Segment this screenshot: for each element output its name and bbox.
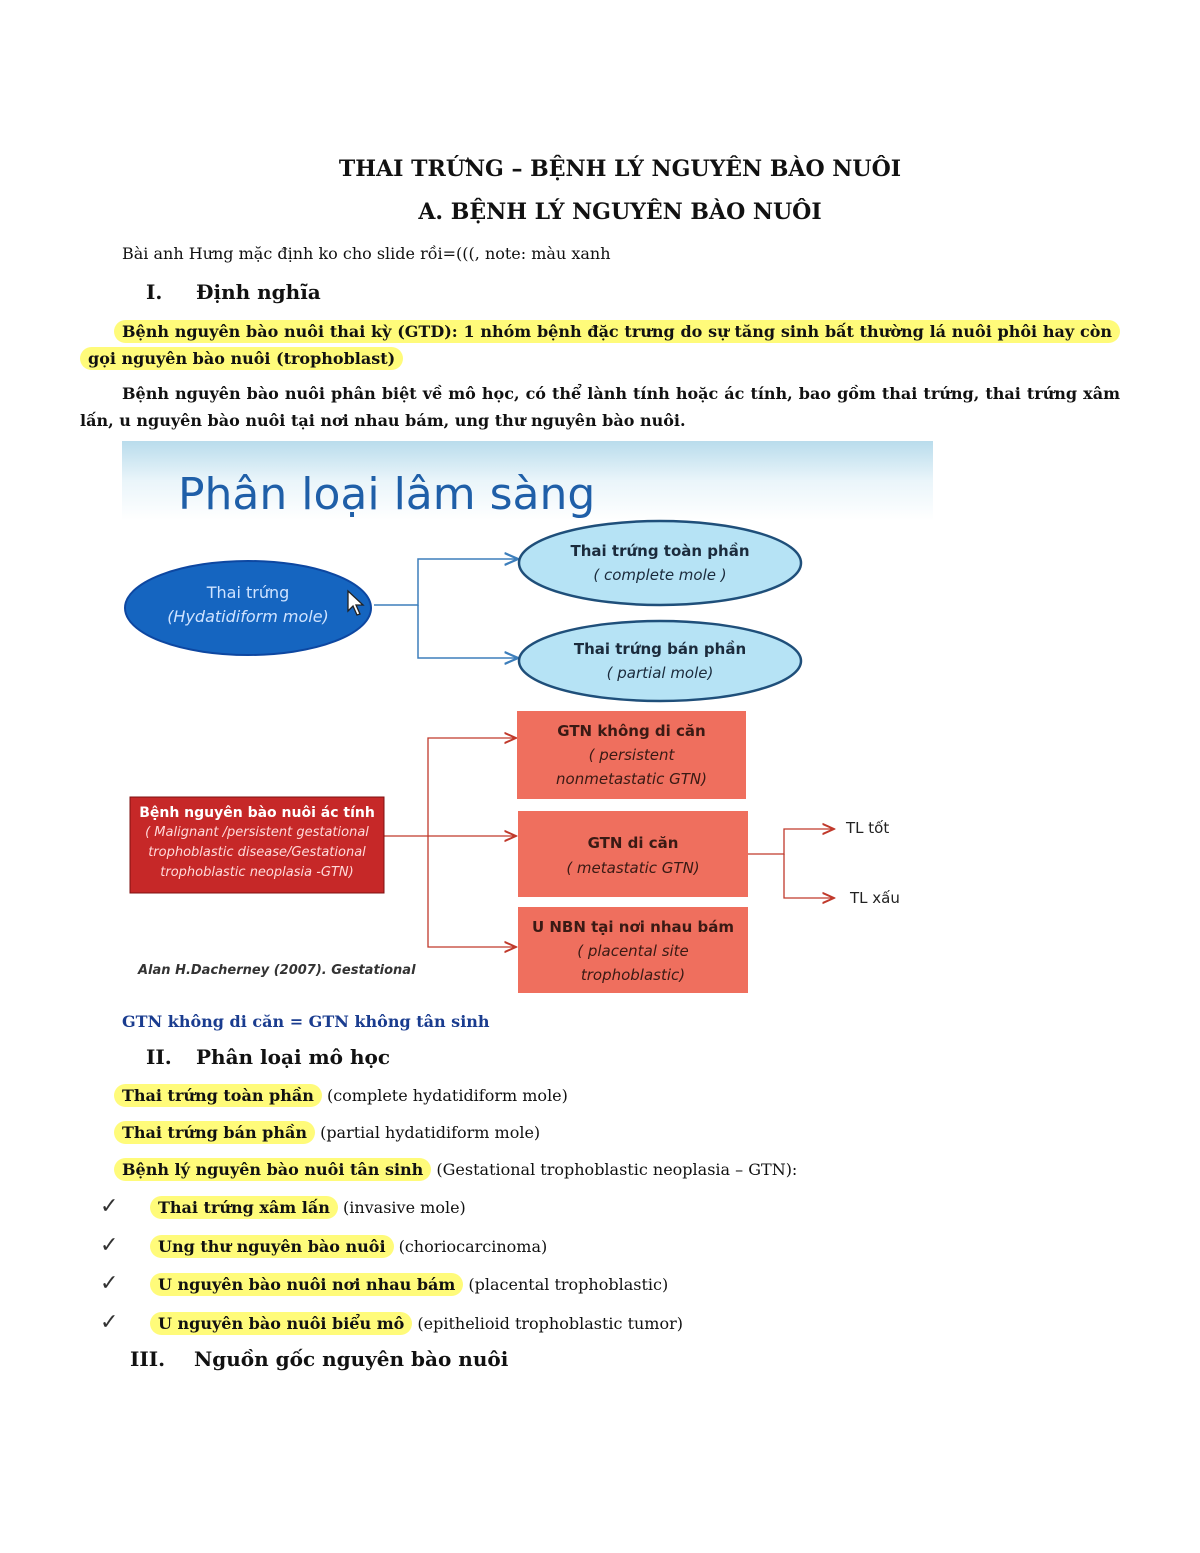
malignant-en-1: ( Malignant /persistent gestational [145,825,369,840]
highlighted-definition: Bệnh nguyên bào nuôi thai kỳ (GTD): 1 nhóm bệnh đặc trưng do sự tăng sinh bất thường lá nuôi phôi hay còn gọi nguyên bào nuôi (trophoblast) [80,320,1120,370]
heading-number: I. [146,280,163,304]
arrow-to-tl-bad [784,854,834,898]
mole-label [122,581,374,629]
arrow-to-gtn-non [384,738,516,836]
psn-label [518,915,748,987]
psn-text: U NBN tại nơi nhau bám [531,918,735,936]
item-highlight: Bệnh lý nguyên bào nuôi tân sinh [114,1158,431,1181]
malignant-label [130,803,384,883]
author-note: Bài anh Hưng mặc định ko cho slide rồi=(((, note: màu xanh [122,244,611,263]
heading-definition [146,280,321,304]
heading-number: II. [146,1045,172,1069]
heading-text: Nguồn gốc nguyên bào nuôi [194,1347,509,1371]
mole-text: Thai trứng [206,583,290,602]
partial-en-text: ( partial mole) [606,664,714,682]
description-paragraph: Bệnh nguyên bào nuôi phân biệt về mô học, có thể lành tính hoặc ác tính, bao gồm thai trứng, thai trứng xâm lấn, u nguyên bào nuôi tại nơi nhau bám, ung thư nguyên bào nuôi. [80,384,1120,430]
item-detail: (epithelioid trophoblastic tumor) [412,1314,683,1333]
definition-paragraph [80,318,1120,372]
gtn-non-en-1: ( persistent [588,746,675,764]
mole-en-text: (Hydatidiform mole) [167,607,329,626]
heading-histology [146,1045,390,1069]
heading-text: Định nghĩa [196,280,321,304]
complete-en-text: ( complete mole ) [593,566,727,584]
item-detail: (placental trophoblastic) [463,1275,669,1294]
partial-text: Thai trứng bán phần [573,640,747,658]
checkmark-icon: ✓ [100,1271,119,1296]
arrow-to-partial [418,605,518,658]
checkmark-icon: ✓ [100,1233,119,1258]
list-item [100,1233,547,1258]
annotation-note: GTN không di căn = GTN không tân sinh [122,1012,490,1031]
partial-label [519,637,801,685]
arrow-to-complete [374,559,518,605]
tl-bad-label: TL xấu [850,889,900,907]
slide-citation: Alan H.Dacherney (2007). Gestational [138,963,416,978]
gtn-non-en-2: nonmetastatic GTN) [556,770,707,788]
gtn-met-text: GTN di căn [587,834,679,852]
complete-label [519,539,801,587]
item-highlight: U nguyên bào nuôi nơi nhau bám [150,1273,463,1296]
item-detail: (complete hydatidiform mole) [321,1086,568,1105]
item-highlight: U nguyên bào nuôi biểu mô [150,1312,412,1335]
list-item [114,1086,568,1105]
complete-text: Thai trứng toàn phần [570,542,750,560]
checkmark-icon: ✓ [100,1194,119,1219]
classification-slide [122,441,933,993]
gtn-non-text: GTN không di căn [557,722,706,740]
item-highlight: Thai trứng bán phần [114,1121,315,1144]
arrow-to-tl-good [748,829,834,854]
gtn-non-label [517,719,746,791]
malignant-en-3: trophoblastic neoplasia -GTN) [160,865,354,880]
heading-origin [130,1347,508,1371]
tl-good-label: TL tốt [846,819,890,837]
slide-diagram [122,441,933,993]
heading-text: Phân loại mô học [196,1045,391,1069]
list-item [100,1310,683,1335]
arrow-to-psn [428,836,516,947]
gtn-met-label [518,831,748,881]
psn-en-2: trophoblastic) [580,966,686,984]
document-title: THAI TRỨNG – BỆNH LÝ NGUYÊN BÀO NUÔI [338,156,902,182]
heading-number: III. [130,1347,166,1371]
item-detail: (partial hydatidiform mole) [314,1123,541,1142]
item-detail: (Gestational trophoblastic neoplasia – GTN): [431,1160,798,1179]
item-detail: (choriocarcinoma) [393,1237,548,1256]
malignant-en-2: trophoblastic disease/Gestational [148,845,366,860]
item-highlight: Ung thư nguyên bào nuôi [150,1235,394,1258]
item-highlight: Thai trứng toàn phần [114,1084,322,1107]
item-detail: (invasive mole) [337,1198,466,1217]
checkmark-icon: ✓ [100,1310,119,1335]
slide-title: Phân loại lâm sàng [178,469,596,520]
gtn-met-en-text: ( metastatic GTN) [566,859,700,877]
list-item [114,1160,797,1179]
malignant-text: Bệnh nguyên bào nuôi ác tính [139,805,375,821]
psn-en-1: ( placental site [577,942,689,960]
item-highlight: Thai trứng xâm lấn [150,1196,338,1219]
section-title-a: A. BỆNH LÝ NGUYÊN BÀO NUÔI [418,199,822,225]
list-item [114,1123,540,1142]
list-item [100,1194,466,1219]
list-item [100,1271,668,1296]
